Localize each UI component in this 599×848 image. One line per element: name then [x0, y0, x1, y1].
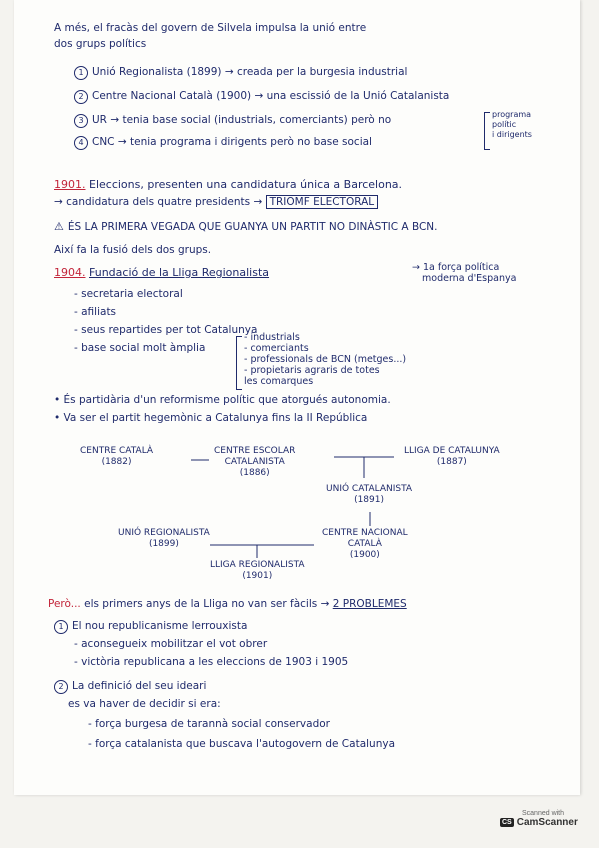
stamp-caption: Scanned with [521, 810, 565, 817]
node-label: CATALÀ [347, 539, 382, 549]
circled-number-2: 2 [74, 90, 88, 104]
problem-1-text: El nou republicanisme lerrouxista [72, 620, 248, 632]
bullet-item: - afiliats [74, 306, 117, 318]
node-year: (1901) [242, 571, 273, 581]
brand-name: CamScanner [516, 817, 578, 828]
pero-line [48, 598, 407, 611]
note-line: i dirigents [492, 130, 532, 139]
node-year: (1887) [436, 457, 467, 467]
warning-icon: ⚠ [54, 220, 64, 233]
pero-word: Però... [48, 598, 81, 610]
bullet-item: - força burgesa de tarannà social conservador [88, 718, 330, 730]
node-label: CENTRE NACIONAL [322, 528, 408, 538]
problem-2-title [54, 680, 206, 694]
node-label: CENTRE ESCOLAR [214, 446, 296, 456]
bullet-item: - victòria republicana a les eleccions de 1903 i 1905 [74, 656, 349, 668]
item-2-text: Centre Nacional Català (1900) → una escissió de la Unió Catalanista [92, 90, 450, 102]
problem-1-title [54, 620, 247, 634]
fusio-line: Així fa la fusió dels dos grups. [54, 244, 212, 256]
circled-number-4: 4 [74, 136, 88, 150]
node-label: LLIGA REGIONALISTA [210, 560, 305, 570]
note-line: → 1a força política [412, 262, 500, 273]
base-item: - propietaris agraris de totes [244, 365, 380, 376]
node-year: (1886) [239, 468, 270, 478]
circled-number-1: 1 [74, 66, 88, 80]
notebook-page [14, 0, 580, 795]
node-label: UNIÓ CATALANISTA [326, 484, 413, 494]
node-year: (1891) [354, 495, 384, 505]
bullet-item: - aconsegueix mobilitzar el vot obrer [74, 638, 268, 650]
tree-node-lliga-regionalista [210, 560, 305, 582]
node-label: UNIÓ REGIONALISTA [118, 528, 210, 538]
tree-node-centre-escolar [214, 446, 295, 479]
node-label: LLIGA DE CATALUNYA [404, 446, 500, 456]
base-item: - professionals de BCN (metges...) [244, 354, 407, 365]
bullet-item: - força catalanista que buscava l'autogovern de Catalunya [88, 738, 395, 750]
intro-line-1: A més, el fracàs del govern de Silvela impulsa la unió entre [54, 22, 367, 34]
tree-node-centre-catala [80, 446, 153, 468]
item-4-text: CNC → tenia programa i dirigents però no base social [92, 136, 372, 148]
problem-2-sub: es va haver de decidir si era: [68, 698, 221, 710]
camscanner-logo [500, 817, 586, 828]
camscanner-stamp [500, 810, 586, 840]
pero-text: els primers anys de la Lliga no van ser fàcils → [84, 598, 330, 610]
heading-1901-text: Eleccions, presenten una candidatura única a Barcelona. [89, 178, 403, 191]
triomf-box: TRIOMF ELECTORAL [266, 195, 379, 209]
item-1-text: Unió Regionalista (1899) → creada per la burgesia industrial [92, 66, 408, 78]
intro-line-2: dos grups polítics [54, 38, 147, 50]
tree-node-unio-regionalista [118, 528, 210, 550]
circled-number-3: 3 [74, 114, 88, 128]
dot-line-2: • Va ser el partit hegemònic a Catalunya fins la II República [54, 412, 368, 424]
cs-icon: CS [502, 819, 512, 826]
year-1904: 1904. [54, 266, 86, 279]
item-3-text: UR → tenia base social (industrials, comerciants) però no [92, 114, 392, 126]
circled-number-2: 2 [54, 680, 68, 694]
warning-text: ÉS LA PRIMERA VEGADA QUE GUANYA UN PARTIT NO DINÀSTIC A BCN. [67, 221, 438, 233]
bullet-item: - secretaria electoral [74, 288, 183, 300]
heading-1904-text: Fundació de la Lliga Regionalista [89, 266, 270, 279]
year-1901: 1901. [54, 178, 86, 191]
line2-text: → candidatura dels quatre presidents → [54, 196, 263, 208]
dot-line-1: • És partidària d'un reformisme polític que atorgués autonomia. [54, 394, 391, 406]
circled-number-1: 1 [54, 620, 68, 634]
problem-2-text: La definició del seu ideari [72, 680, 207, 692]
note-line: moderna d'Espanya [422, 273, 517, 284]
node-label: CENTRE CATALÀ [80, 446, 154, 456]
tree-node-unio-catalanista [326, 484, 412, 506]
problemes-label: 2 PROBLEMES [332, 598, 407, 610]
tree-connectors [14, 0, 580, 795]
note-line: polític [492, 120, 517, 129]
node-year: (1882) [101, 457, 132, 467]
note-line: programa [492, 110, 532, 119]
base-item: - comerciants [244, 343, 309, 354]
bullet-item: - seus repartides per tot Catalunya [74, 324, 258, 336]
base-item: - industrials [244, 332, 300, 343]
bullet-item: - base social molt àmplia [74, 342, 206, 354]
base-item: les comarques [244, 376, 314, 387]
tree-node-centre-nacional [322, 528, 408, 561]
node-label: CATALANISTA [224, 457, 285, 467]
node-year: (1900) [349, 550, 380, 560]
tree-node-lliga-catalunya [404, 446, 500, 468]
node-year: (1899) [148, 539, 179, 549]
